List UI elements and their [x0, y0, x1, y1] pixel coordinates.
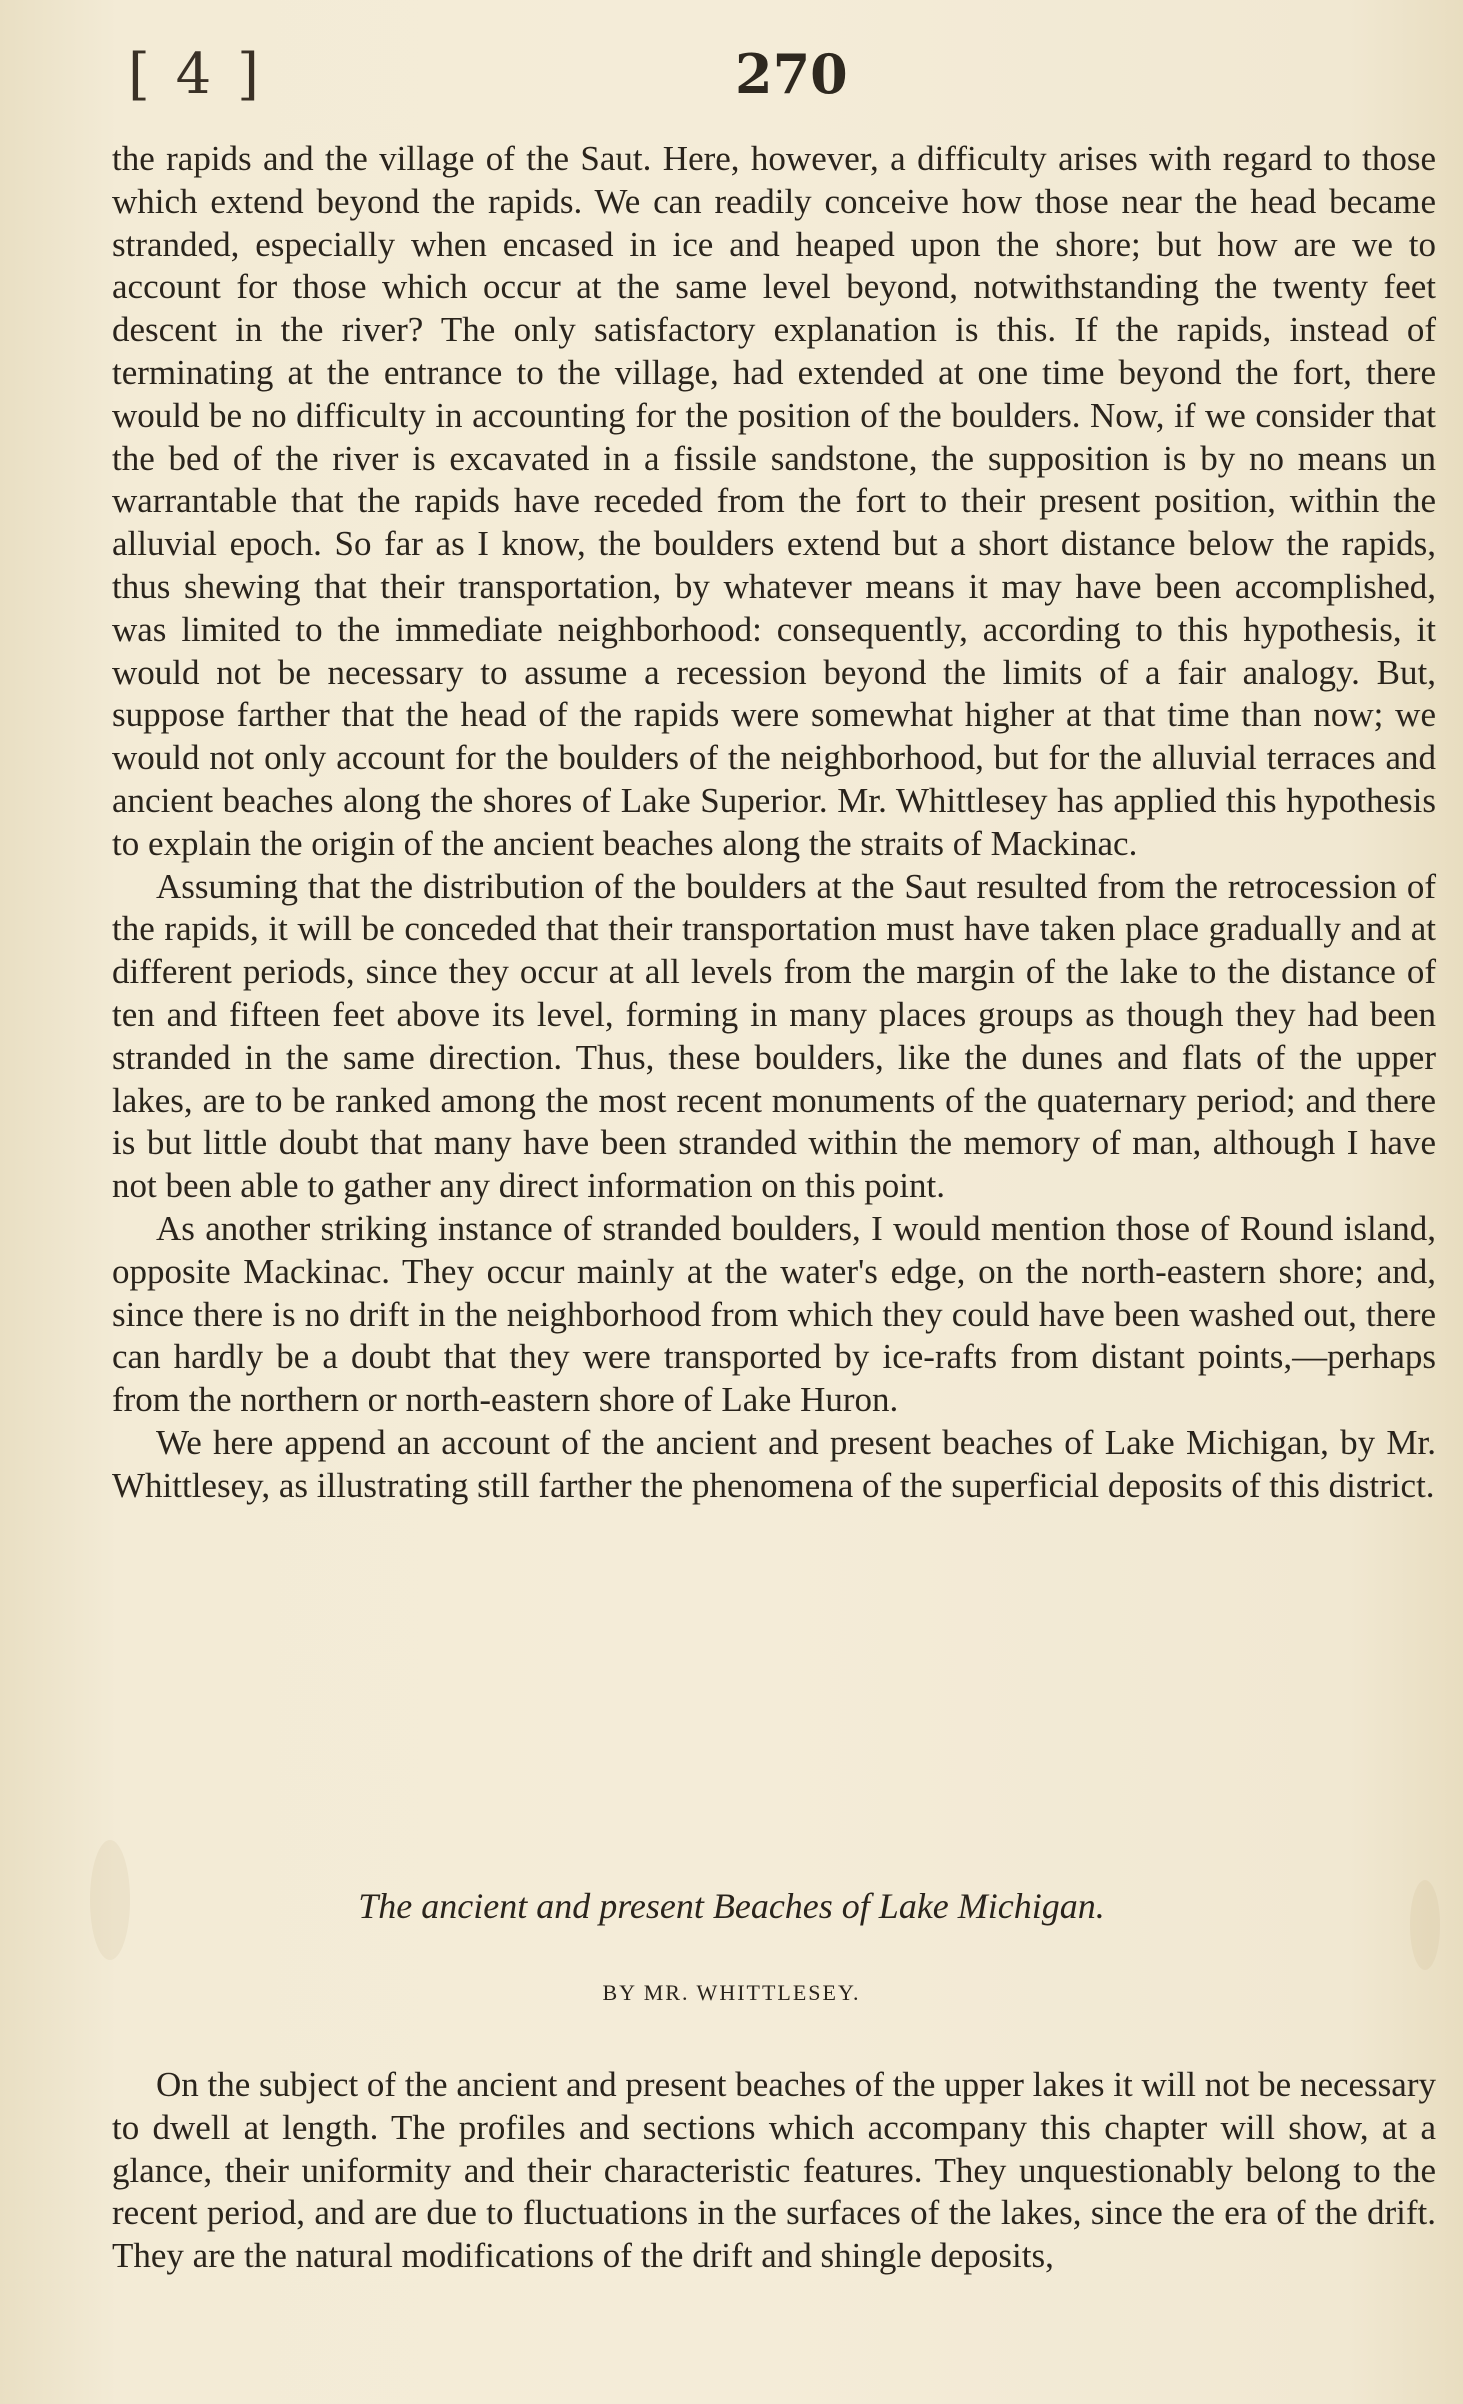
- page-number: 270: [735, 42, 848, 106]
- section-title: The ancient and present Beaches of Lake Michigan.: [358, 1886, 1105, 1926]
- paragraph: On the subject of the ancient and present beaches of the upper lakes it will not be necessary to dwell at length. The profiles and sections which accompany this chapter will show, at a glance, their uniformity and their characteristic features. They unquestionably belong to the recent period, and are due to fluctuations in the surfaces of the lakes, since the era of the drift. They are the natural modifications of the drift and shingle deposits,: [112, 2065, 1436, 2276]
- section-text: [112, 2064, 1436, 2278]
- signature-mark: [ 4 ]: [128, 42, 263, 107]
- main-text: [112, 138, 1436, 1508]
- paragraph: the rapids and the village of the Saut. Here, however, a difficulty arises with regard to those which extend beyond the rapids. We can readily conceive how those near the head became stranded, especially when encased in ice and heaped upon the shore; but how are we to account for those which occur at the same level beyond, notwithstanding the twenty feet descent in the river? The only satisfactory explanation is this. If the rapids, instead of terminating at the entrance to the village, had extended at one time beyond the fort, there would be no difficulty in accounting for the position of the boulders. Now, if we consider that the bed of the river is excavated in a fissile sandstone, the supposition is by no means un warrantable that the rapids have receded from the fort to their present position, within the alluvial epoch. So far as I know, the boulders extend but a short distance below the rapids, thus shewing that their transportation, by whatever means it may have been accomplished, was limited to the immediate neighborhood: consequently, according to this hypothesis, it would not be necessary to assume a recession beyond the limits of a fair analogy. But, suppose farther that the head of the rapids were somewhat higher at that time than now; we would not only account for the boulders of the neighborhood, but for the alluvial terraces and ancient beaches along the shores of Lake Superior. Mr. Whittlesey has applied this hypothesis to explain the origin of the ancient beaches along the straits of Mackinac.: [112, 139, 1436, 863]
- paragraph: We here append an account of the ancient and present beaches of Lake Michigan, by Mr. Whittlesey, as illustrating still farther the phenomena of the superficial deposits of this district.: [112, 1422, 1436, 1505]
- paragraph: As another striking instance of stranded boulders, I would mention those of Round island, opposite Mackinac. They occur mainly at the water's edge, on the north-eastern shore; and, since there is no drift in the neighborhood from which they could have been washed out, there can hardly be a doubt that they were transported by ice-rafts from distant points,—perhaps from the northern or north-eastern shore of Lake Huron.: [112, 1208, 1436, 1420]
- paragraph: Assuming that the distribution of the boulders at the Saut resulted from the retrocession of the rapids, it will be conceded that their transportation must have taken place gradually and at different periods, since they occur at all levels from the margin of the lake to the distance of ten and fifteen feet above its level, forming in many places groups as though they had been stranded in the same direction. Thus, these boulders, like the dunes and flats of the upper lakes, are to be ranked among the most recent monuments of the quaternary period; and there is but little doubt that many have been stranded within the memory of man, although I have not been able to gather any direct information on this point.: [112, 866, 1436, 1206]
- section-byline: BY MR. WHITTLESEY.: [602, 1980, 861, 2005]
